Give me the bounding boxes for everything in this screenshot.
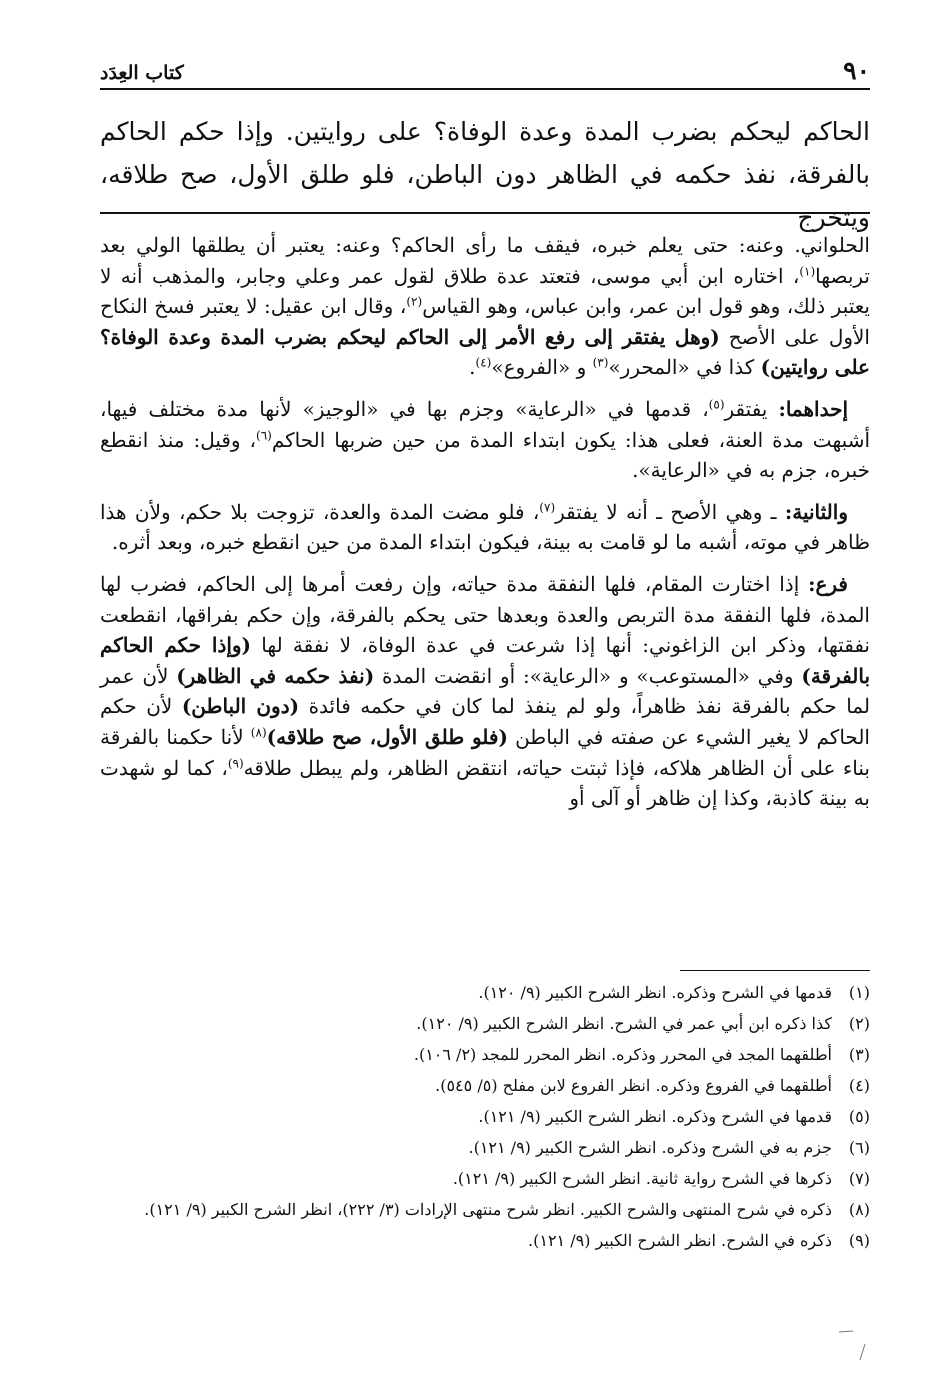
commentary-paragraph-2 — [100, 394, 870, 486]
text-span: الحلواني. وعنه: حتى يعلم خبره، فيقف ما رأى الحاكم؟ وعنه: يعتبر أن يطلقها الولي بعد تربصها — [100, 233, 870, 288]
footnote — [100, 1073, 870, 1099]
paragraph-lead: إحداهما: — [778, 396, 848, 421]
footnote-text: جزم به في الشرح وذكره. انظر الشرح الكبير (٩/ ١٢١). — [468, 1138, 832, 1157]
footnote-marker: (٢) — [406, 294, 423, 309]
footnote — [100, 1228, 870, 1254]
footnote — [100, 1166, 870, 1192]
quoted-matn: (فلو طلق الأول، صح طلاقه) — [266, 724, 508, 749]
footnote-number: (٩) — [848, 1231, 870, 1250]
footnote — [100, 1104, 870, 1130]
footnote-number: (٨) — [848, 1200, 870, 1219]
text-span: ، كما لو شهدت به بينة كاذبة، وكذا إن ظاهر أو آلى أو — [100, 755, 870, 811]
footnote-marker: (٩) — [227, 755, 244, 770]
text-span: . — [469, 355, 476, 380]
text-span: لأن حكم الحاكم لا يغير الشيء عن صفته في الباطن — [100, 694, 870, 749]
footnote — [100, 1135, 870, 1161]
footnote-number: (٦) — [848, 1138, 870, 1157]
footnote-number: (٤) — [848, 1076, 870, 1095]
quoted-matn: (دون الباطن) — [181, 694, 300, 719]
footnote-text: ذكره في شرح المنتهى والشرح الكبير. انظر شرح منتهى الإرادات (٣/ ٢٢٢)، انظر الشرح الكبير (٩/ ١٢١). — [144, 1200, 832, 1219]
main-text: الحاكم ليحكم بضرب المدة وعدة الوفاة؟ على روايتين. وإذا حكم الحاكم بالفرقة، نفذ حكمه في الظاهر دون الباطن، فلو طلق الأول، صح طلاقه، ويتخرج — [100, 117, 870, 232]
quoted-matn: (وإذا حكم الحاكم بالفرقة) — [100, 633, 871, 688]
text-span: ، قدمها في «الرعاية» وجزم بها في «الوجيز» لأنها مدة مختلف فيها، أشبهت مدة العنة، فعلى هذا: يكون ابتداء المدة من حين ضربها الحاكم — [100, 396, 871, 452]
page-header — [100, 54, 870, 90]
footnote-number: (٣) — [848, 1045, 870, 1064]
text-span: ، وقيل: منذ انقطع خبره، جزم به في «الرعاية». — [100, 427, 870, 483]
footnote-text: أطلقهما المجد في المحرر وذكره. انظر المحرر للمجد (٢/ ١٠٦). — [413, 1045, 832, 1064]
paragraph-lead: والثانية: — [784, 499, 848, 524]
text-span: ، وقال ابن عقيل: لا يعتبر فسخ النكاح الأول على الأصح — [100, 294, 870, 349]
footnote-marker: (٣) — [592, 355, 609, 370]
footnote-number: (٢) — [848, 1014, 870, 1033]
text-span: كذا في «المحرر» — [608, 355, 761, 380]
footnote-marker: (٦) — [256, 427, 272, 442]
footnote-marker: (١) — [799, 263, 816, 278]
text-span: ، اختاره ابن أبي موسى، فتعتد عدة طلاق لقول عمر وعلي وجابر، والمذهب أنه لا يعتبر ذلك، وهو قول ابن عمر، وابن عباس، وهو القياس — [100, 263, 870, 319]
text-span: لأن عمر لما حكم بالفرقة نفذ ظاهراً، ولو لم ينفذ لما كان في حكمه فائدة — [100, 663, 871, 719]
paragraph-lead: فرع: — [808, 571, 848, 596]
text-span: ، فلو مضت المدة والعدة، تزوجت بلا حكم، ولأن هذا ظاهر في موته، أشبه ما لو قامت به بينة، فيكون ابتداء المدة من حين انقطع خبره، وبعد أثره. — [100, 499, 870, 555]
text-span: وفي «المستوعب» و «الرعاية»: أو انقضت المدة — [374, 663, 802, 688]
footnotes-divider — [680, 970, 870, 971]
commentary — [100, 230, 870, 825]
footnote-text: كذا ذكره ابن أبي عمر في الشرح. انظر الشرح الكبير (٩/ ١٢٠). — [416, 1014, 832, 1033]
footnote-marker: (٤) — [475, 355, 492, 370]
footnote — [100, 1042, 870, 1068]
footnote-number: (٥) — [848, 1107, 870, 1126]
running-title: كتاب العِدَد — [100, 62, 184, 84]
commentary-paragraph-1 — [100, 230, 870, 383]
footnote-marker: (٧) — [539, 500, 556, 515]
text-span: و «الفروع» — [491, 355, 593, 380]
text-span: لأنا حكمنا بالفرقة بناء على أن الظاهر هلاكه، فإذا ثبتت حياته، انتقض الظاهر، ولم يبطل طلاقه — [100, 724, 870, 780]
commentary-paragraph-3 — [100, 497, 870, 558]
footnote — [100, 1011, 870, 1037]
footnote-text: ذكرها في الشرح رواية ثانية. انظر الشرح الكبير (٩/ ١٢١). — [452, 1169, 832, 1188]
footnote-marker: (٨) — [250, 725, 267, 740]
text-span: ـ وهي الأصح ـ أنه لا يفتقر — [555, 499, 785, 524]
footnote-marker: (٥) — [708, 397, 725, 412]
quoted-matn: (وهل يفتقر إلى رفع الأمر إلى الحاكم ليحكم بضرب المدة وعدة الوفاة؟ على روايتين) — [100, 324, 870, 380]
main-text-divider — [100, 212, 870, 214]
footnote-text: قدمها في الشرح وذكره. انظر الشرح الكبير (٩/ ١٢١). — [478, 1107, 832, 1126]
footnote-number: (١) — [848, 983, 870, 1002]
footnotes — [100, 980, 870, 1259]
footnote-text: أطلقهما في الفروع وذكره. انظر الفروع لابن مفلح (٥/ ٥٤٥). — [435, 1076, 832, 1095]
footnote — [100, 1197, 870, 1223]
page-number: ٩٠ — [843, 56, 870, 85]
scan-marks — [835, 1322, 875, 1362]
text-span: إذا اختارت المقام، فلها النفقة مدة حياته، وإن رفعت أمرها إلى الحاكم، فضرب لها المدة، فلها النفقة مدة التربص والعدة وبعدها حتى يحكم بالفرقة، وإن حكم بفراقها، انقطعت نفقتها، وذكر ابن الزاغوني: أنها إذا شرعت في عدة الوفاة، لا نفقة لها — [100, 571, 870, 658]
quoted-matn: (نفذ حكمه في الظاهر) — [176, 663, 375, 688]
commentary-paragraph-4 — [100, 569, 870, 814]
footnote-text: قدمها في الشرح وذكره. انظر الشرح الكبير (٩/ ١٢٠). — [478, 983, 832, 1002]
text-span: يفتقر — [724, 396, 779, 421]
footnote-number: (٧) — [848, 1169, 870, 1188]
footnote-text: ذكره في الشرح. انظر الشرح الكبير (٩/ ١٢١). — [528, 1231, 832, 1250]
footnote — [100, 980, 870, 1006]
